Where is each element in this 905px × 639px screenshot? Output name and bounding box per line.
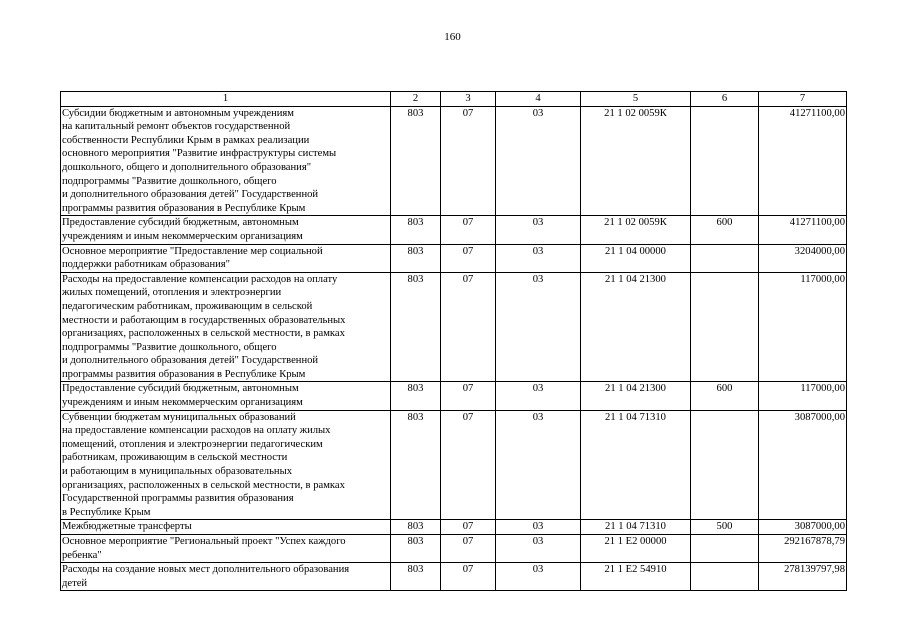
row-target-article: 21 1 04 00000: [581, 244, 691, 272]
table-row: [61, 410, 847, 520]
row-target-article: 21 1 E2 00000: [581, 535, 691, 563]
row-expense-type: [691, 244, 759, 272]
table-row: [61, 272, 847, 382]
header-row: [61, 92, 847, 107]
row-ministry-code: 803: [391, 535, 441, 563]
table-row: [61, 535, 847, 563]
row-section: 07: [441, 216, 496, 244]
row-target-article: 21 1 E2 54910: [581, 563, 691, 591]
row-ministry-code: 803: [391, 216, 441, 244]
row-amount: 292167878,79: [759, 535, 847, 563]
row-ministry-code: 803: [391, 106, 441, 216]
row-amount: 3087000,00: [759, 410, 847, 520]
row-amount: 3204000,00: [759, 244, 847, 272]
row-subsection: 03: [496, 216, 581, 244]
row-target-article: 21 1 04 21300: [581, 382, 691, 410]
row-amount: 117000,00: [759, 272, 847, 382]
row-description: Субсидии бюджетным и автономным учреждениям на капитальный ремонт объектов государственной собственности Республики Крым в рамках реализации основного мероприятия "Развитие инфраструктуры системы дошкольного, общего и дополнительного образования" подпрограммы "Развитие дошкольного, общего и дополнительного образования детей" Государственной программы развития образования в Республике Крым: [61, 106, 391, 216]
row-description: Предоставление субсидий бюджетным, автономным учреждениям и иным некоммерческим организациям: [61, 382, 391, 410]
row-ministry-code: 803: [391, 520, 441, 535]
row-section: 07: [441, 106, 496, 216]
header-col-2: 2: [391, 92, 441, 107]
row-description: Субвенции бюджетам муниципальных образований на предоставление компенсации расходов на оплату жилых помещений, отопления и электроэнергии педагогическим работникам, проживающим в сельской местности и работающим в муниципальных образовательных организациях, расположенных в сельской местности, в рамках Государственной программы развития образования в Республике Крым: [61, 410, 391, 520]
row-target-article: 21 1 04 71310: [581, 410, 691, 520]
header-col-4: 4: [496, 92, 581, 107]
row-subsection: 03: [496, 410, 581, 520]
row-expense-type: 600: [691, 382, 759, 410]
header-col-7: 7: [759, 92, 847, 107]
row-subsection: 03: [496, 520, 581, 535]
page-number: 160: [444, 31, 461, 43]
table-row: [61, 106, 847, 216]
row-amount: 3087000,00: [759, 520, 847, 535]
row-expense-type: [691, 563, 759, 591]
row-expense-type: [691, 272, 759, 382]
table-row: [61, 563, 847, 591]
row-section: 07: [441, 382, 496, 410]
row-ministry-code: 803: [391, 410, 441, 520]
row-description: Расходы на создание новых мест дополнительного образования детей: [61, 563, 391, 591]
row-amount: 278139797,98: [759, 563, 847, 591]
table-row: [61, 520, 847, 535]
row-target-article: 21 1 02 0059К: [581, 106, 691, 216]
row-section: 07: [441, 244, 496, 272]
row-description: Межбюджетные трансферты: [61, 520, 391, 535]
row-description: Расходы на предоставление компенсации расходов на оплату жилых помещений, отопления и электроэнергии педагогическим работникам, проживающим в сельской местности и работающим в государственных образовательных организациях, расположенных в сельской местности, в рамках подпрограммы "Развитие дошкольного, общего и дополнительного образования детей" Государственной программы развития образования в Республике Крым: [61, 272, 391, 382]
row-section: 07: [441, 563, 496, 591]
table-row: [61, 244, 847, 272]
row-subsection: 03: [496, 382, 581, 410]
row-ministry-code: 803: [391, 382, 441, 410]
row-amount: 117000,00: [759, 382, 847, 410]
row-target-article: 21 1 02 0059К: [581, 216, 691, 244]
row-expense-type: [691, 106, 759, 216]
row-subsection: 03: [496, 244, 581, 272]
row-subsection: 03: [496, 106, 581, 216]
row-target-article: 21 1 04 21300: [581, 272, 691, 382]
table-row: [61, 216, 847, 244]
row-ministry-code: 803: [391, 563, 441, 591]
row-expense-type: [691, 410, 759, 520]
row-ministry-code: 803: [391, 244, 441, 272]
row-section: 07: [441, 520, 496, 535]
row-expense-type: [691, 535, 759, 563]
row-description: Предоставление субсидий бюджетным, автономным учреждениям и иным некоммерческим организациям: [61, 216, 391, 244]
row-description: Основное мероприятие "Предоставление мер социальной поддержки работникам образования": [61, 244, 391, 272]
row-ministry-code: 803: [391, 272, 441, 382]
budget-table: [60, 91, 847, 591]
row-expense-type: 600: [691, 216, 759, 244]
row-amount: 41271100,00: [759, 106, 847, 216]
header-col-1: 1: [61, 92, 391, 107]
row-description: Основное мероприятие "Региональный проект "Успех каждого ребенка": [61, 535, 391, 563]
row-amount: 41271100,00: [759, 216, 847, 244]
table-row: [61, 382, 847, 410]
row-subsection: 03: [496, 272, 581, 382]
row-subsection: 03: [496, 563, 581, 591]
row-subsection: 03: [496, 535, 581, 563]
row-section: 07: [441, 272, 496, 382]
header-col-3: 3: [441, 92, 496, 107]
header-col-6: 6: [691, 92, 759, 107]
row-expense-type: 500: [691, 520, 759, 535]
header-col-5: 5: [581, 92, 691, 107]
row-section: 07: [441, 535, 496, 563]
row-section: 07: [441, 410, 496, 520]
row-target-article: 21 1 04 71310: [581, 520, 691, 535]
